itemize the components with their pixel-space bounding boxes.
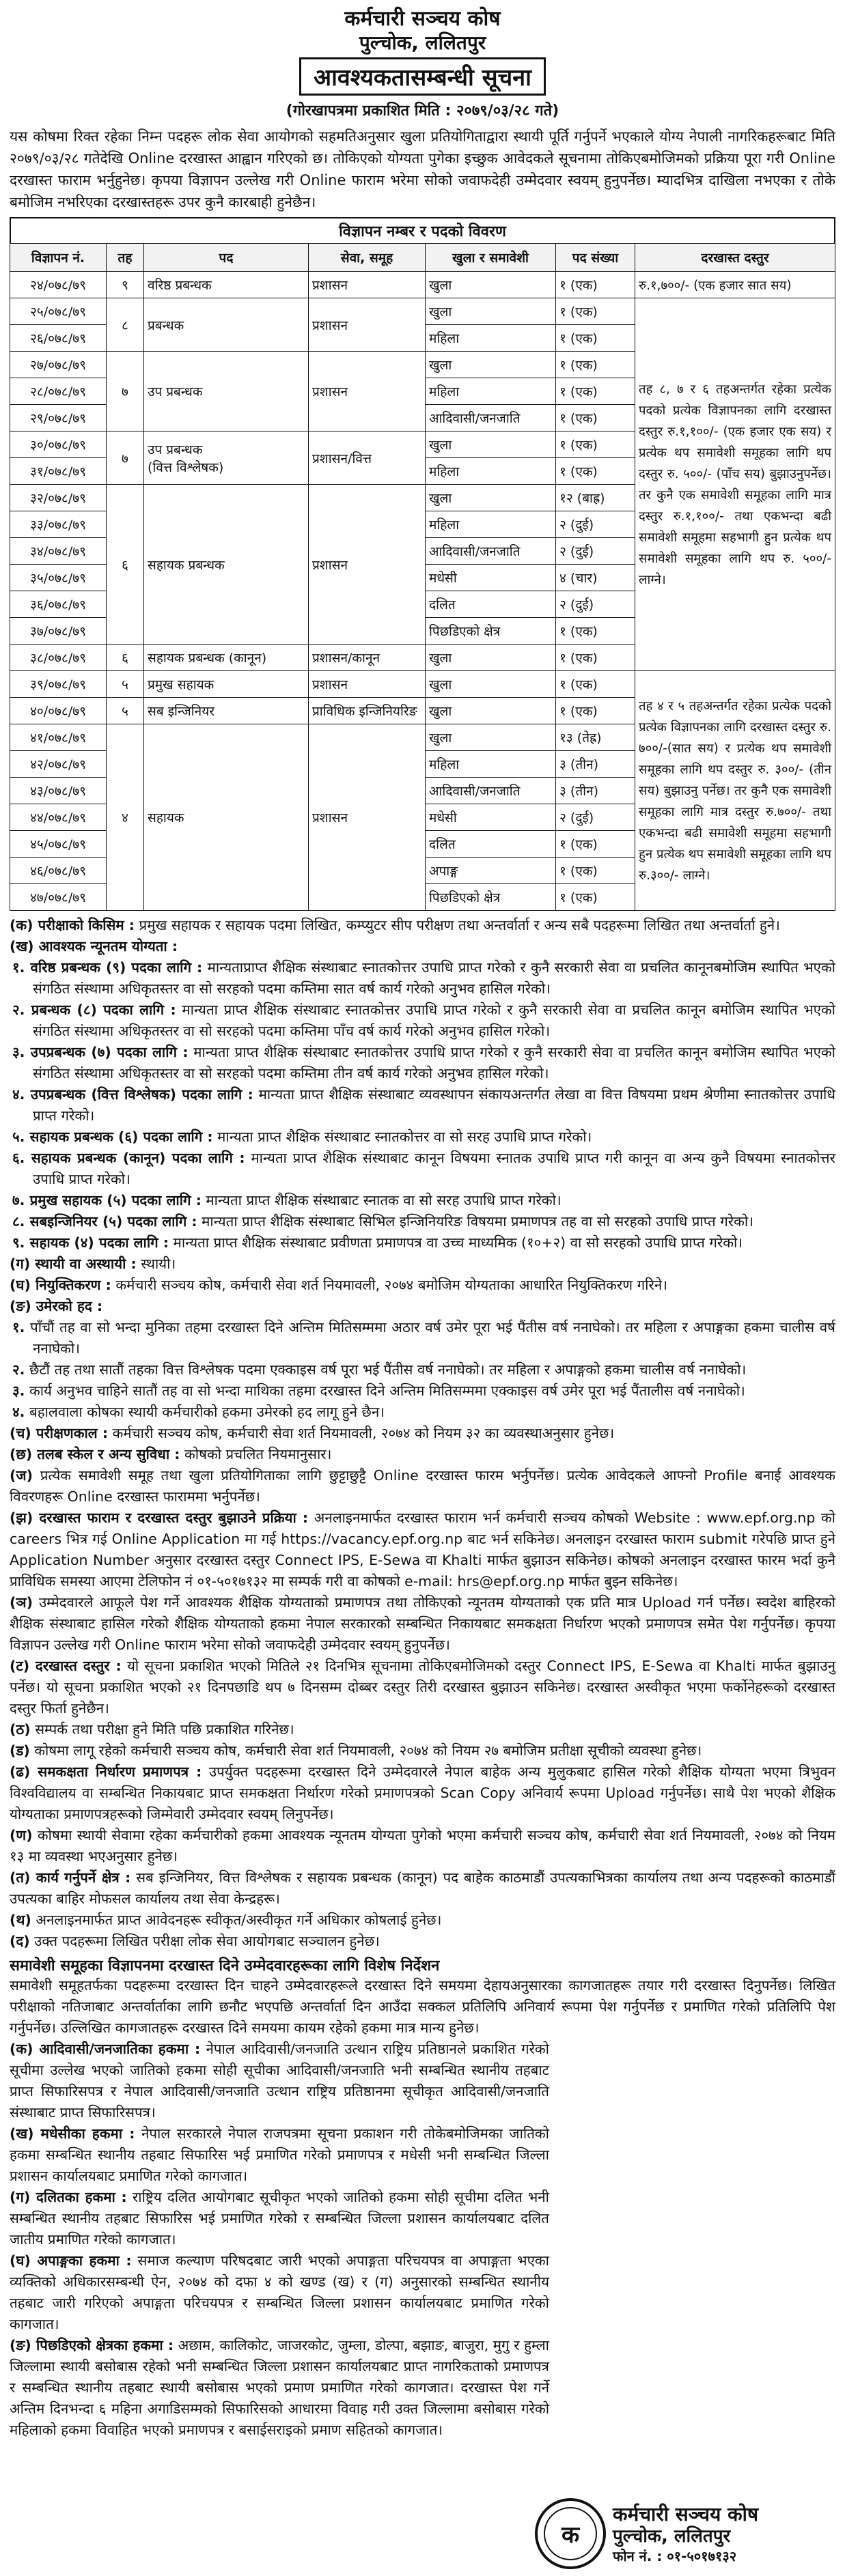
- condition-label: ७. प्रमुख सहायक (५) पदका लागि :: [12, 1192, 202, 1208]
- condition-label: (झ) दरखास्त फाराम र दरखास्त दस्तुर बुझाउने प्रक्रिया :: [10, 1510, 309, 1526]
- notes-intro: समावेशी समूहतर्फका पदहरूमा दरखास्त दिन चाहने उम्मेदवारहरूले दरखास्त दिने समयमा देहायअनुसारका कागजातहरू तयार गरी दरखास्त दिनुपर्नेछ। लिखित परीक्षाको नतिजाबाट अन्तर्वार्ताका लागि छनौट भएपछि अन्तर्वार्ता दिन आउँदा सक्कल प्रतिलिपि अनिवार्य रूपमा पेश गर्नुपर्नेछ र प्रमाणित गरेको प्रतिलिपि पेश गर्नुपर्नेछ। उल्लिखित कागजातहरू दरखास्त दिने समयमा कायम रहेको हकमा मात्र मान्य हुनेछ।: [10, 1977, 835, 2036]
- table-cell: महिला: [426, 511, 556, 538]
- condition-item: [10, 1592, 835, 1656]
- table-cell: १ (एक): [556, 298, 635, 325]
- condition-text: मान्यता प्राप्त शैक्षिक संस्थाबाट प्रवीणता प्रमाणपत्र वा उच्च माध्यमिक (१०+२) वा सो सरहको उपाधि प्राप्त गरेको।: [173, 1234, 743, 1251]
- note-item: [10, 2335, 549, 2441]
- condition-label: ४.: [12, 1404, 25, 1420]
- condition-label: (ज): [10, 1467, 33, 1484]
- condition-text: कोषमा लागू रहेको कर्मचारी सञ्चय कोष, कर्मचारी सेवा शर्त नियमावली, २०७४ को नियम २७ बमोजिम प्रतीक्षा सूचीको व्यवस्था हुनेछ।: [34, 1742, 702, 1759]
- condition-label: १.: [12, 1319, 25, 1335]
- table-cell: २६/०७८/७९: [10, 325, 107, 352]
- note-item: [10, 2123, 549, 2187]
- col-header: दरखास्त दस्तुर: [635, 244, 835, 272]
- table-cell: १ (एक): [556, 618, 635, 645]
- table-cell: ३७/०७८/७९: [10, 618, 107, 645]
- condition-item: [10, 1084, 835, 1127]
- table-cell: खुला: [426, 485, 556, 511]
- condition-text: यो सूचना प्रकाशित भएको मितिले २१ दिनभित्र सूचनामा तोकिएबमोजिमको दस्तुर Connect IPS, E-Sewa वा Khalti मार्फत बुझाउनु पर्नेछ। यो सूचना प्रकाशित भएको २१ दिनपछाडि थप ७ दिनसम्म दोब्बर दस्तुर तिरी दरखास्त बुझाउन सकिनेछ। दरखास्त अस्वीकृत भएमा फर्कोनेहरूको दरखास्त दस्तुर फिर्ता हुनेछैन।: [10, 1658, 835, 1716]
- condition-label: (छ) तलब स्केल र अन्य सुविधा :: [10, 1446, 180, 1462]
- table-cell: रु.१,७००/- (एक हजार सात सय): [635, 272, 835, 298]
- table-cell: पिछडिएको क्षेत्र: [426, 618, 556, 645]
- table-cell: खुला: [426, 645, 556, 671]
- table-cell: प्रशासन: [309, 485, 426, 645]
- notice-header: [10, 7, 835, 120]
- condition-item: [10, 936, 835, 957]
- table-cell: २ (दुई): [556, 538, 635, 565]
- intro-paragraph: यस कोषमा रिक्त रहेका निम्न पदहरू लोक सेवा आयोगको सहमतिअनुसार खुला प्रतियोगिताद्वारा स्थायी पूर्ति गर्नुपर्ने भएकाले योग्य नेपाली नागरिकहरूबाट मिति २०७९/०३/२८ गतेदेखि Online दरखास्त आह्वान गरिएको छ। तोकिएको योग्यता पुगेका इच्छुक आवेदकले सूचनामा तोकिएबमोजिमको प्रक्रिया पूरा गरी Online दरखास्त फाराम भर्नुहुनेछ। कृपया विज्ञापन उल्लेख गरी Online फाराम भरेमा सोको जवाफदेही उम्मेदवार स्वयम् हुनुपर्नेछ। म्यादभित्र दाखिला नभएका र तोके बमोजिम नभरिएका दरखास्तहरू उपर कुनै कारबाही हुनेछैन।: [10, 128, 835, 210]
- table-cell: २५/०७८/७९: [10, 298, 107, 325]
- note-label: (ग) दलितका हकमा :: [10, 2189, 127, 2205]
- condition-item: [10, 1719, 835, 1740]
- table-cell: खुला: [426, 431, 556, 458]
- table-cell: ४२/०७८/७९: [10, 751, 107, 778]
- col-header: खुला र समावेशी: [426, 244, 556, 272]
- condition-text: प्रमुख सहायक र सहायक पदमा लिखित, कम्प्युटर सीप परीक्षण तथा अन्तर्वार्ता र अन्य सबै पदहरूमा लिखित तथा अन्तर्वार्ता हुने।: [139, 917, 780, 933]
- table-cell: प्रशासन/वित्त: [309, 431, 426, 485]
- condition-item: [10, 1867, 835, 1910]
- notes-list: [10, 2039, 549, 2441]
- table-cell: महिला: [426, 378, 556, 405]
- table-cell: खुला: [426, 671, 556, 698]
- condition-item: [10, 1656, 835, 1719]
- org-name: कर्मचारी सञ्चय कोष: [344, 7, 501, 31]
- col-header: सेवा, समूह: [309, 244, 426, 272]
- table-cell: ३८/०७८/७९: [10, 645, 107, 671]
- condition-label: (ढ) समकक्षता निर्धारण प्रमाणपत्र :: [10, 1764, 202, 1780]
- table-cell: ४७/०७८/७९: [10, 884, 107, 911]
- notes-title: समावेशी समूहका विज्ञापनमा दरखास्त दिने उम्मेदवारहरूका लागि विशेष निर्देशन: [10, 1957, 440, 1975]
- condition-item: [10, 1931, 835, 1952]
- condition-text: मान्यता प्राप्त शैक्षिक संस्थाबाट सिभिल इन्जिनियरिङ विषयमा प्रमाणपत्र तह वा सो सरहको उपाधि प्राप्त गरेको।: [202, 1213, 753, 1230]
- note-item: [10, 2187, 549, 2250]
- col-header: पद संख्या: [556, 244, 635, 272]
- footer-signature: [535, 2498, 829, 2569]
- condition-label: (द): [10, 1933, 30, 1949]
- table-cell: ४: [107, 724, 144, 911]
- table-cell: १ (एक): [556, 325, 635, 352]
- table-cell: १ (एक): [556, 458, 635, 485]
- table-cell: ३५/०७८/७९: [10, 565, 107, 591]
- condition-label: (ञ): [10, 1594, 33, 1611]
- condition-label: (ख) आवश्यक न्यूनतम योग्यता :: [10, 938, 178, 954]
- table-cell: २७/०७८/७९: [10, 352, 107, 378]
- condition-text: अनलाइनमार्फत दरखास्त फाराम भर्न कर्मचारी सञ्चय कोषको Website : www.epf.org.np को careers भित्र गई Online Application मा गई https://vacancy.epf.org.np बाट भर्न सकिनेछ। अनलाइन दरखास्त फाराम submit गरेपछि प्राप्त हुने Application Number अनुसार दरखास्त दस्तुर Connect IPS, E-Sewa वा Khalti मार्फत बुझाउन सकिनेछ। कोषको अनलाइन दरखास्त फारम भर्दा कुनै प्राविधिक समस्या आएमा टेलिफोन नं ०१-५०१७१३२ मा सम्पर्क गरी वा कोषको e-mail: hrs@epf.org.np मार्फत बुझ्न सकिनेछ।: [10, 1510, 835, 1589]
- condition-text: सम्पर्क तथा परीक्षा हुने मिति पछि प्रकाशित गरिनेछ।: [35, 1721, 294, 1738]
- table-cell: १ (एक): [556, 884, 635, 911]
- table-cell: प्राविधिक इन्जिनियरिङ: [309, 698, 426, 724]
- table-cell: ४६/०७८/७९: [10, 858, 107, 884]
- table-cell: ६: [107, 485, 144, 645]
- table-cell: खुला: [426, 724, 556, 751]
- table-cell: १ (एक): [556, 698, 635, 724]
- note-label: (क) आदिवासी/जनजातिका हकमा :: [10, 2041, 201, 2057]
- table-cell: दलित: [426, 591, 556, 618]
- condition-label: (क) परीक्षाको किसिम :: [10, 917, 135, 933]
- table-cell: ९: [107, 272, 144, 298]
- condition-text: कर्मचारी सञ्चय कोष, कर्मचारी सेवा शर्त नियमावली, २०७४ बमोजिम योग्यताका आधारित नियुक्तिकरण गरिने।: [115, 1277, 667, 1293]
- vacancy-table: [10, 243, 835, 911]
- condition-item: [10, 1296, 835, 1317]
- condition-label: (च) परीक्षणकाल :: [10, 1425, 109, 1441]
- table-cell: १ (एक): [556, 272, 635, 298]
- condition-item: [10, 1508, 835, 1592]
- condition-item: [10, 1127, 835, 1148]
- notice-title: आवश्यकतासम्बन्धी सूचना: [299, 57, 546, 96]
- table-caption: विज्ञापन नम्बर र पदको विवरण: [10, 217, 835, 243]
- condition-label: ३. उपप्रबन्धक (७) पदका लागि :: [12, 1044, 189, 1060]
- table-header-row: [10, 244, 835, 272]
- table-cell: प्रशासन/कानून: [309, 645, 426, 671]
- table-cell: प्रशासन: [309, 724, 426, 911]
- condition-item: [10, 1232, 835, 1254]
- table-cell: सहायक प्रबन्धक (कानून): [144, 645, 309, 671]
- table-cell: ३ (तीन): [556, 778, 635, 804]
- table-cell: प्रशासन: [309, 298, 426, 352]
- conditions-section: [10, 915, 835, 1952]
- condition-item: [10, 1317, 835, 1359]
- condition-item: [10, 1042, 835, 1084]
- table-cell: ३०/०७८/७९: [10, 431, 107, 458]
- seal-center: क: [544, 2507, 597, 2560]
- condition-item: [10, 1423, 835, 1444]
- condition-text: कार्य अनुभव चाहिने सातौं तह वा सो भन्दा माथिका तहमा दरखास्त दिने अन्तिम मितिसम्ममा एक्काइस वर्ष उमेर पूरा भई पैंतालीस वर्ष ननाघेको।: [29, 1383, 745, 1399]
- condition-text: मान्यता प्राप्त शैक्षिक संस्थाबाट व्यवस्थापन संकायअन्तर्गत लेखा वा वित्त विषयमा प्रथम श्रेणीमा स्नातकोत्तर उपाधि प्राप्त गरेको।: [33, 1086, 835, 1124]
- condition-item: [10, 1359, 835, 1381]
- condition-text: मान्यता प्राप्त शैक्षिक संस्थाबाट स्नातकोत्तर उपाधि प्राप्त गरेको र कुनै सरकारी सेवा वा प्रचलित कानून बमोजिम स्थापित भएको संगठित संस्थामा अधिकृतस्तर वा सो सरहको पदमा कम्तिमा तीन वर्ष कार्य गरेको अनुभव हासिल गरेको।: [33, 1044, 835, 1081]
- table-body: [10, 272, 835, 911]
- table-cell: ३६/०७८/७९: [10, 591, 107, 618]
- table-cell: ३ (तीन): [556, 751, 635, 778]
- table-cell: ४ (चार): [556, 565, 635, 591]
- condition-text: सब इन्जिनियर, वित्त विश्लेषक र सहायक प्रबन्धक (कानून) पद बाहेक काठमाडौं उपत्यकाभित्रका कार्यालय तथा अन्य पदहरूको काठमाडौं उपत्यका बाहिर मोफसल कार्यालय तथा सेवा केन्द्रहरू।: [10, 1869, 835, 1907]
- condition-text: मान्यता प्राप्त शैक्षिक संस्थाबाट कानून विषयमा स्नातक उपाधि प्राप्त गरी कानून वा अन्य कुनै विषयमा स्नातकोत्तर उपाधि प्राप्त गरेको।: [33, 1150, 835, 1187]
- table-cell: ३९/०७८/७९: [10, 671, 107, 698]
- table-cell: प्रशासन: [309, 272, 426, 298]
- condition-text: उक्त पदहरूमा लिखित परीक्षा लोक सेवा आयोगबाट सञ्चालन हुनेछ।: [34, 1933, 380, 1949]
- condition-text: उपर्युक्त पदहरूमा दरखास्त दिने उम्मेदवारले नेपाल बाहेक अन्य मुलुकबाट हासिल गरेको शैक्षिक योग्यता भएमा त्रिभुवन विश्वविद्यालय वा सम्बन्धित निकायबाट प्राप्त समकक्षता निर्धारण गरेको प्रमाणपत्रको Scan Copy अनिवार्य रूपमा Upload गर्नुपर्नेछ। साथै पेश भएको शैक्षिक योग्यताका प्रमाणपत्रहरूको जिम्मेवारी उम्मेदवार स्वयम् लिनुपर्नेछ।: [10, 1764, 835, 1822]
- table-cell: मधेसी: [426, 565, 556, 591]
- table-row: [10, 671, 835, 698]
- table-cell: ६: [107, 645, 144, 671]
- condition-label: २. प्रबन्धक (८) पदका लागि :: [12, 1002, 176, 1018]
- table-cell: १ (एक): [556, 352, 635, 378]
- table-cell: खुला: [426, 272, 556, 298]
- note-text: राष्ट्रिय दलित आयोगबाट सूचीकृत भएको जातिको हकमा सोही सूचीमा दलित भनी सम्बन्धित स्थानीय तहबाट सिफारिस भई प्रमाणित गरेको र सम्बन्धित जिल्ला प्रशासन कार्यालयबाट दलित जातीय प्रमाणित गरेको कागजात।: [10, 2189, 549, 2248]
- post-subname: (वित्त विश्लेषक): [148, 459, 224, 475]
- table-cell: ४१/०७८/७९: [10, 724, 107, 751]
- table-cell: ४५/०७८/७९: [10, 831, 107, 858]
- table-cell: १३ (तेह्र): [556, 724, 635, 751]
- condition-item: [10, 1275, 835, 1296]
- condition-label: (त) कार्य गर्नुपर्ने क्षेत्र :: [10, 1869, 131, 1886]
- table-cell: दलित: [426, 831, 556, 858]
- table-cell: २ (दुई): [556, 591, 635, 618]
- table-cell: वरिष्ठ प्रबन्धक: [144, 272, 309, 298]
- condition-item: [10, 1148, 835, 1190]
- col-header: पद: [144, 244, 309, 272]
- table-cell: तह ८, ७ र ६ तहअन्तर्गत रहेका प्रत्येक पदको प्रत्येक विज्ञापनका लागि दरखास्त दस्तुर रु.१,१००/- (एक हजार एक सय) र प्रत्येक थप समावेशी समूहका लागि थप दस्तुर रु. ५००/- (पाँच सय) बुझाउनुपर्नेछ। तर कुनै एक समावेशी समूहका लागि मात्र दस्तुर रु.१,१००/- तथा एकभन्दा बढी समावेशी समूहमा सहभागी हुन प्रत्येक थप समावेशी समूहका लागि थप रु. ५००/- लाग्ने।: [635, 298, 835, 671]
- condition-text: अनलाइनमार्फत प्राप्त आवेदनहरू स्वीकृत/अस्वीकृत गर्ने अधिकार कोषलाई हुनेछ।: [36, 1912, 442, 1928]
- note-item: [10, 2250, 549, 2335]
- table-cell: खुला: [426, 352, 556, 378]
- table-cell: ४४/०७८/७९: [10, 804, 107, 831]
- table-cell: २ (दुई): [556, 511, 635, 538]
- table-cell: २८/०७८/७९: [10, 378, 107, 405]
- condition-label: १. वरिष्ठ प्रबन्धक (९) पदका लागि :: [12, 959, 203, 976]
- table-cell: ४३/०७८/७९: [10, 778, 107, 804]
- table-cell: सब इन्जिनियर: [144, 698, 309, 724]
- condition-text: कोषको प्रचलित नियमानुसार।: [184, 1446, 332, 1462]
- condition-text: स्थायी।: [141, 1256, 176, 1272]
- table-cell: ४०/०७८/७९: [10, 698, 107, 724]
- col-header: तह: [107, 244, 144, 272]
- table-cell: सहायक प्रबन्धक: [144, 485, 309, 645]
- table-cell: ५: [107, 698, 144, 724]
- note-text: नेपाल सरकारले नेपाल राजपत्रमा सूचना प्रकाशन गरी तोकेबमोजिमका जातिको हकमा सम्बन्धित स्थानीय तहबाट सिफारिस भई प्रमाणित गरेको प्रमाणपत्र र मधेसी भनी सम्बन्धित जिल्ला प्रशासन कार्यालयबाट प्रमाणित गरेको कागजात।: [10, 2125, 549, 2184]
- table-cell: ३१/०७८/७९: [10, 458, 107, 485]
- table-cell: २९/०७८/७९: [10, 405, 107, 431]
- note-label: (ङ) पिछडिएको क्षेत्रका हकमा :: [10, 2337, 174, 2353]
- note-text: समाज कल्याण परिषदबाट जारी भएको अपाङ्गता परिचयपत्र वा अपाङ्गता भएका व्यक्तिको अधिकारसम्बन्धी ऐन, २०७४ को दफा ४ को खण्ड (ख) र (ग) अनुसारको सम्बन्धित स्थानीय तहबाट जारी गरिएको अपाङ्गता परिचयपत्र र सम्बन्धित जिल्ला प्रशासन कार्यालयबाट प्रमाणित गरेको कागजात।: [10, 2252, 549, 2332]
- condition-text: मान्यता प्राप्त शैक्षिक संस्थाबाट स्नातकोत्तर उपाधि प्राप्त गरेको र कुनै सरकारी सेवा वा प्रचलित कानून बमोजिम स्थापित भएको संगठित संस्थामा अधिकृतस्तर वा सो सरहको पदमा कम्तिमा पाँच वर्ष कार्य गरेको अनुभव हासिल गरेको।: [33, 1002, 835, 1039]
- footer-phone: फोन नं. : ०१-५०१७१३२: [613, 2547, 737, 2564]
- seal-logo-icon: [535, 2498, 606, 2569]
- table-cell: १२ (बाह्र): [556, 485, 635, 511]
- publication-date: (गोरखापत्रमा प्रकाशित मिति : २०७९/०३/२८ गते): [286, 102, 559, 119]
- condition-label: (ट) दरखास्त दस्तुर :: [10, 1658, 122, 1674]
- table-cell: १ (एक): [556, 378, 635, 405]
- condition-label: ८. सबइन्जिनियर (५) पदका लागि :: [12, 1213, 197, 1230]
- condition-text: उम्मेदवारले आफूले पेश गर्ने आवश्यक शैक्षिक योग्यताको प्रमाणपत्र तथा तोकिएको न्यूनतम योग्यताको एक प्रति मात्र Upload गर्न पर्नेछ। स्वदेश बाहिरको शैक्षिक संस्थाबाट हासिल गरेको शैक्षिक योग्यताको हकमा नेपाल सरकारको सम्बन्धित निकायबाट समकक्षता निर्धारण भएको प्रमाणपत्र समेत पेश गर्नुपर्नेछ। कृपया विज्ञापन उल्लेख गरी Online फाराम भरेमा सोको जवाफदेही उम्मेदवार स्वयम् हुनुपर्नेछ।: [10, 1594, 835, 1653]
- condition-text: छैटौं तह तथा सातौं तहका वित्त विश्लेषक पदमा एक्काइस वर्ष पूरा भई पैंतीस वर्ष ननाघेको। तर महिला र अपाङ्गको हकमा चालीस वर्ष ननाघेको।: [29, 1361, 747, 1378]
- table-cell: ३४/०७८/७९: [10, 538, 107, 565]
- condition-item: [10, 1254, 835, 1275]
- table-cell: १ (एक): [556, 858, 635, 884]
- table-cell: [144, 431, 309, 485]
- table-cell: सहायक: [144, 724, 309, 911]
- condition-text: मान्यता प्राप्त शैक्षिक संस्थाबाट स्नातक वा सो सरह उपाधि प्राप्त गरेको।: [206, 1192, 562, 1208]
- post-name: उप प्रबन्धक: [148, 442, 203, 457]
- table-cell: २ (दुई): [556, 804, 635, 831]
- condition-item: [10, 957, 835, 1000]
- condition-item: [10, 1190, 835, 1211]
- table-cell: १ (एक): [556, 671, 635, 698]
- table-cell: प्रबन्धक: [144, 298, 309, 352]
- condition-label: (घ) नियुक्तिकरण :: [10, 1277, 111, 1293]
- condition-text: मान्यताप्राप्त शैक्षिक संस्थाबाट स्नातकोत्तर उपाधि प्राप्त गरेको र कुनै सरकारी सेवा वा प्रचलित कानूनबमोजिम स्थापित भएको संगठित संस्थामा अधिकृतस्तर वा सो सरहको पदमा कम्तिमा सात वर्ष कार्य गरेको अनुभव हासिल गरेको।: [33, 959, 835, 997]
- table-cell: महिला: [426, 458, 556, 485]
- table-cell: अपाङ्ग: [426, 858, 556, 884]
- table-cell: तह ४ र ५ तहअन्तर्गत रहेका प्रत्येक पदको प्रत्येक विज्ञापनका लागि दरखास्त दस्तुर रु. ७००/-(सात सय) र प्रत्येक थप समावेशी समूहका लागि थप दस्तुर रु. ३००/- (तीन सय) बुझाउनु पर्नेछ। तर कुनै एक समावेशी समूहका लागि मात्र दस्तुर रु.७००/- तथा एकभन्दा बढी समावेशी समूहमा सहभागी हुन प्रत्येक थप समावेशी समूहका लागि थप रु.३००/- लाग्ने।: [635, 671, 835, 911]
- condition-item: [10, 1381, 835, 1402]
- table-cell: १ (एक): [556, 431, 635, 458]
- condition-label: (ड): [10, 1742, 30, 1759]
- table-cell: खुला: [426, 698, 556, 724]
- condition-text: कर्मचारी सञ्चय कोष, कर्मचारी सेवा शर्त नियमावली, २०७४ को नियम ३२ का व्यवस्थाअनुसार हुनेछ।: [112, 1425, 615, 1441]
- table-row: [10, 272, 835, 298]
- table-cell: प्रमुख सहायक: [144, 671, 309, 698]
- note-item: [10, 2039, 549, 2123]
- table-cell: महिला: [426, 325, 556, 352]
- note-label: (घ) अपाङ्गका हकमा :: [10, 2252, 132, 2269]
- org-place: पुल्चोक, ललितपुर: [359, 31, 486, 54]
- table-cell: ३२/०७८/७९: [10, 485, 107, 511]
- condition-label: २.: [12, 1361, 25, 1378]
- col-header: विज्ञापन नं.: [10, 244, 107, 272]
- table-cell: महिला: [426, 751, 556, 778]
- note-text: नेपाल आदिवासी/जनजाति उत्थान राष्ट्रिय प्रतिष्ठानले प्रकाशित गरेको सूचीमा उल्लेख भएको जातिको हकमा सोही सूचीका आदिवासी/जनजाति भनी सम्बन्धित स्थानीय तहबाट प्राप्त सिफारिसपत्र र नेपाल आदिवासी/जनजाति उत्थान राष्ट्रिय प्रतिष्ठानमा सूचीकृत आदिवासी/जनजाति संस्थाबाट प्राप्त सिफारिसपत्र।: [10, 2041, 549, 2121]
- table-cell: ८: [107, 298, 144, 352]
- condition-item: [10, 1211, 835, 1232]
- condition-item: [10, 1000, 835, 1042]
- condition-label: (थ): [10, 1912, 31, 1928]
- table-cell: उप प्रबन्धक: [144, 352, 309, 431]
- table-cell: २४/०७८/७९: [10, 272, 107, 298]
- table-cell: प्रशासन: [309, 352, 426, 431]
- footer-org: कर्मचारी सञ्चय कोष: [613, 2502, 759, 2525]
- condition-item: [10, 1444, 835, 1465]
- condition-item: [10, 1402, 835, 1423]
- condition-text: पाँचौं तह वा सो भन्दा मुनिका तहमा दरखास्त दिने अन्तिम मितिसम्ममा अठार वर्ष उमेर पूरा भई पैंतीस वर्ष ननाघेको। तर महिला र अपाङ्गका हकमा चालीस वर्ष ननाघेको।: [30, 1319, 835, 1357]
- condition-label: (ग) स्थायी वा अस्थायी :: [10, 1256, 137, 1272]
- condition-label: ९. सहायक (४) पदका लागि :: [12, 1234, 169, 1251]
- condition-text: बहालवाला कोषका स्थायी कर्मचारीको हकमा उमेरको हद लागू हुने छैन।: [29, 1404, 385, 1420]
- condition-label: (ङ) उमेरको हद :: [10, 1298, 103, 1314]
- table-cell: १ (एक): [556, 831, 635, 858]
- footer-place: पुल्चोक, ललितपुर: [613, 2525, 731, 2547]
- table-cell: खुला: [426, 298, 556, 325]
- table-cell: पिछडिएको क्षेत्र: [426, 884, 556, 911]
- table-cell: ५: [107, 671, 144, 698]
- condition-text: मान्यता प्राप्त शैक्षिक संस्थाबाट स्नातकोत्तर वा सो सरह उपाधि प्राप्त गरेको।: [217, 1129, 592, 1145]
- condition-item: [10, 915, 835, 936]
- condition-text: कोषमा स्थायी सेवामा रहेका कर्मचारीको हकमा आवश्यक न्यूनतम योग्यता पुगेको भएमा कर्मचारी सञ्चय कोष, कर्मचारी सेवा शर्त नियमावली, २०७४ को नियम १३ मा व्यवस्था भएअनुसार हुनेछ।: [10, 1827, 835, 1865]
- condition-label: ३.: [12, 1383, 25, 1399]
- condition-label: (ण): [10, 1827, 33, 1843]
- table-cell: १ (एक): [556, 645, 635, 671]
- table-cell: आदिवासी/जनजाति: [426, 538, 556, 565]
- table-cell: १ (एक): [556, 405, 635, 431]
- condition-label: ४. उपप्रबन्धक (वित्त विश्लेषक) पदका लागि :: [12, 1086, 253, 1103]
- condition-label: ५. सहायक प्रबन्धक (६) पदका लागि :: [12, 1129, 213, 1145]
- table-cell: प्रशासन: [309, 671, 426, 698]
- condition-label: ६. सहायक प्रबन्धक (कानून) पदका लागि :: [12, 1150, 245, 1166]
- note-text: अछाम, कालिकोट, जाजरकोट, जुम्ला, डोल्पा, बझाङ, बाजुरा, मुगु र हुम्ला जिल्लामा स्थायी बसोबास रहेको भनी सम्बन्धित जिल्ला प्रशासन कार्यालयबाट प्राप्त नागरिकताको प्रमाणपत्र र सम्बन्धित स्थानीय तहबाट स्थायी बसोबास भएको प्रमाण प्रमाणित गरेको कागजात। दरखास्त पेश गर्ने अन्तिम दिनभन्दा ६ महिना अगाडिसम्मको सिफारिसको आधारमा विवाह गरी उक्त जिल्लामा बसोबास गरेको महिलाको हकमा विवाहित भएको प्रमाणपत्र र बसाईसराइको प्रमाण सहितको कागजात।: [10, 2337, 549, 2438]
- condition-item: [10, 1761, 835, 1825]
- table-cell: ७: [107, 352, 144, 431]
- table-row: [10, 298, 835, 325]
- condition-text: प्रत्येक समावेशी समूह तथा खुला प्रतियोगिताका लागि छुट्टाछुट्टै Online दरखास्त फारम भर्नुपर्नेछ। प्रत्येक आवेदकले आफ्नो Profile बनाई आवश्यक विवरणहरू Online दरखास्त फाराममा भर्नुपर्नेछ।: [10, 1467, 835, 1505]
- table-cell: ३३/०७८/७९: [10, 511, 107, 538]
- note-label: (ख) मधेसीका हकमा :: [10, 2125, 135, 2142]
- table-cell: आदिवासी/जनजाति: [426, 405, 556, 431]
- condition-item: [10, 1825, 835, 1867]
- table-cell: आदिवासी/जनजाति: [426, 778, 556, 804]
- condition-label: (ठ): [10, 1721, 31, 1738]
- table-cell: ७: [107, 431, 144, 485]
- table-cell: मधेसी: [426, 804, 556, 831]
- condition-item: [10, 1465, 835, 1508]
- condition-item: [10, 1910, 835, 1931]
- condition-item: [10, 1740, 835, 1761]
